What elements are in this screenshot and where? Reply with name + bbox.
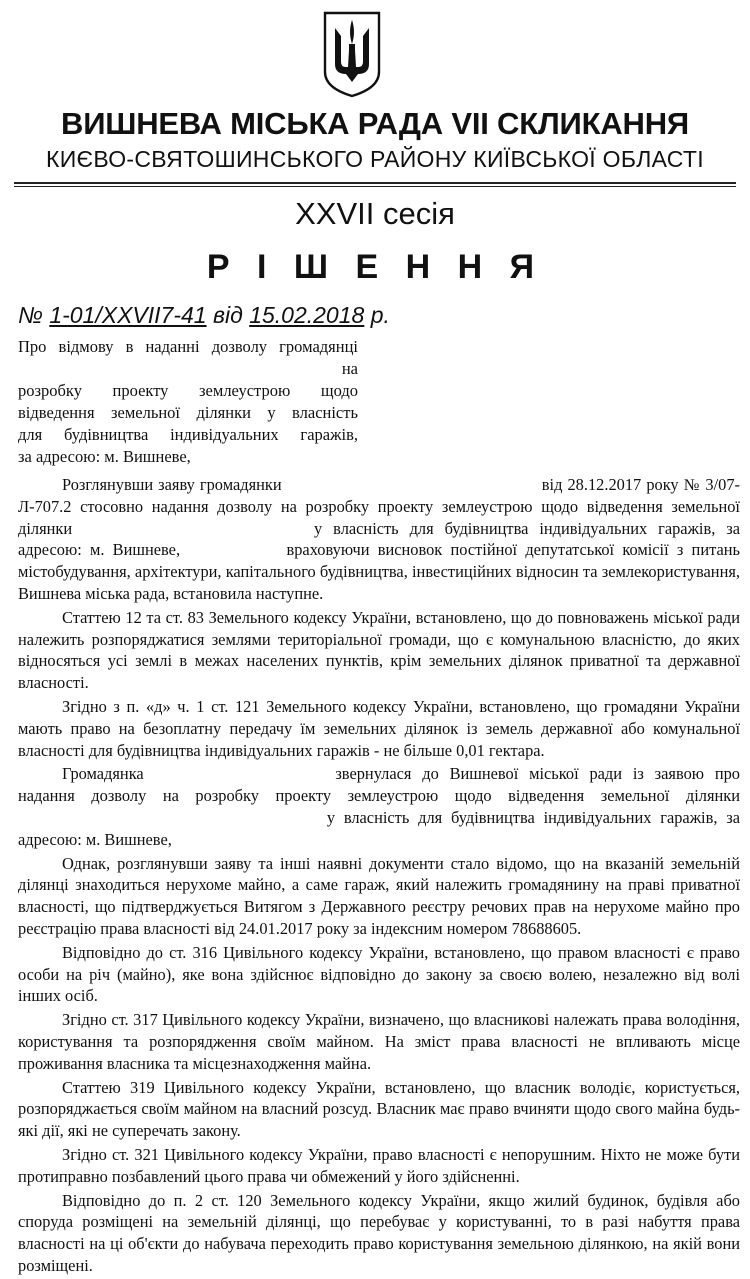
decision-body <box>18 474 740 1279</box>
paragraph-text: у власність для будівництва індивідуальних гаражів, за адресою: м. Вишневе, <box>18 518 740 560</box>
header-rule-thin <box>14 186 736 187</box>
paragraph: Відповідно до ст. 316 Цивільного кодексу України, встановлено, що правом власності є право особи на річ (майно), яке вона здійснює відповідно до закону за своєю волею, незалежно від волі інших осіб. <box>18 942 740 1006</box>
subject-line: Про відмову в наданні дозволу громадянці <box>18 337 358 356</box>
paragraph: Згідно ст. 317 Цивільного кодексу України, визначено, що власникові належать права володіння, користування та розпорядження своїм майном. На зміст права власності не впливають місце проживання власника та місцезнаходження майна. <box>18 1010 740 1073</box>
redacted-address <box>176 829 236 851</box>
redacted-name <box>287 474 537 496</box>
paragraph: Статтею 319 Цивільного кодексу України, встановлено, що власник володіє, користується, розпоряджається своїм майном на власний розсуд. Власник має право вчиняти щодо свого майна будь-які дії, які не суперечать закону. <box>18 1077 740 1141</box>
paragraph <box>18 763 740 850</box>
decision-date: 15.02.2018 <box>249 302 365 328</box>
subject-line: за адресою: м. Вишневе, <box>18 447 191 466</box>
session-title: XXVII сесія <box>295 196 455 231</box>
paragraph: Згідно ст. 321 Цивільного кодексу України, право власності є непорушним. Ніхто не може бути протиправно позбавлений цього права чи обмежений у його здійсненні. <box>18 1144 740 1186</box>
paragraph-text: у власність для будівництва індивідуальних гаражів, за адресою: м. Вишневе, <box>18 807 740 849</box>
paragraph-text: звернулася до Вишневої міської ради із заявою про надання дозволу на розробку проекту землеустрою щодо відведення земельної ділянки <box>18 764 740 806</box>
district-name: КИЄВО-СВЯТОШИНСЬКОГО РАЙОНУ КИЇВСЬКОЇ ОБЛАСТІ <box>46 146 704 172</box>
paragraph <box>18 474 740 605</box>
paragraph: Згідно з п. «д» ч. 1 ст. 121 Земельного кодексу України, встановлено, що громадяни України мають право на безоплатну передачу їм земельних ділянок із земель державної або комунальної власності для будівництва індивідуальних гаражів - не більше 0,01 гектара. <box>18 696 740 760</box>
redacted-name <box>155 763 325 785</box>
redacted-address <box>188 539 278 561</box>
number-prefix: № <box>18 302 43 328</box>
redacted-address <box>18 807 318 829</box>
paragraph-text: Громадянка <box>62 764 144 784</box>
paragraph: Статтею 12 та ст. 83 Земельного кодексу України, встановлено, що до повноважень міської ради належить розпоряджатися землями територіальної громади, що є комунальною власністю, до яких відносяться усі землі в межах населених пунктів, крім земельних ділянок приватної та державної власності. <box>18 607 740 693</box>
decision-number-line <box>18 302 390 329</box>
subject-line: розробку проекту землеустрою щодо <box>18 381 358 400</box>
redacted-address <box>83 518 303 540</box>
paragraph-text: враховуючи висновок постійної депутатської комісії з питань містобудування, архітектури, капітального будівництва, інвестиційних відносин та землекористування, Вишнева міська рада, встановила наступне. <box>18 540 740 603</box>
paragraph: Відповідно до п. 2 ст. 120 Земельного кодексу України, якщо жилий будинок, будівля або споруда розміщені на земельній ділянці, що перебуває у користуванні, то в разі набуття права власності на ці об'єкти до набувача переходить право користування земельною ділянкою, на якій вони розміщені. <box>18 1190 740 1275</box>
paragraph-text: від 28.12.2017 року № 3/07-Л-707.2 стосовно надання дозволу на розробку проекту землеустрою щодо відведення земельної ділянки <box>18 475 740 538</box>
paragraph-text: Розглянувши заяву громадянки <box>62 475 282 494</box>
subject-line: на <box>341 359 358 378</box>
paragraph: Однак, розглянувши заяву та інші наявні документи стало відомо, що на вказаній земельній ділянці знаходиться нерухоме майно, а саме гараж, який належить громадянину на праві приватної власності, що підтверджується Витягом з Державного реєстру речових прав на нерухоме майно про реєстрацію права власності від 24.01.2017 року за індексним номером 78688605. <box>18 853 740 938</box>
council-name: ВИШНЕВА МІСЬКА РАДА VII СКЛИКАННЯ <box>61 106 689 141</box>
header-rule-thick <box>14 182 736 184</box>
decision-subject <box>18 336 358 468</box>
tryzub-emblem-icon <box>322 10 382 98</box>
subject-line: відведення земельної ділянки у власність <box>18 403 358 422</box>
decision-number: 1-01/XXVII7-41 <box>49 302 207 328</box>
date-prefix: від <box>212 302 243 328</box>
document-type-title: Р І Ш Е Н Н Я <box>206 248 544 286</box>
date-suffix: р. <box>370 302 390 328</box>
subject-line: для будівництва індивідуальних гаражів, <box>18 425 358 444</box>
